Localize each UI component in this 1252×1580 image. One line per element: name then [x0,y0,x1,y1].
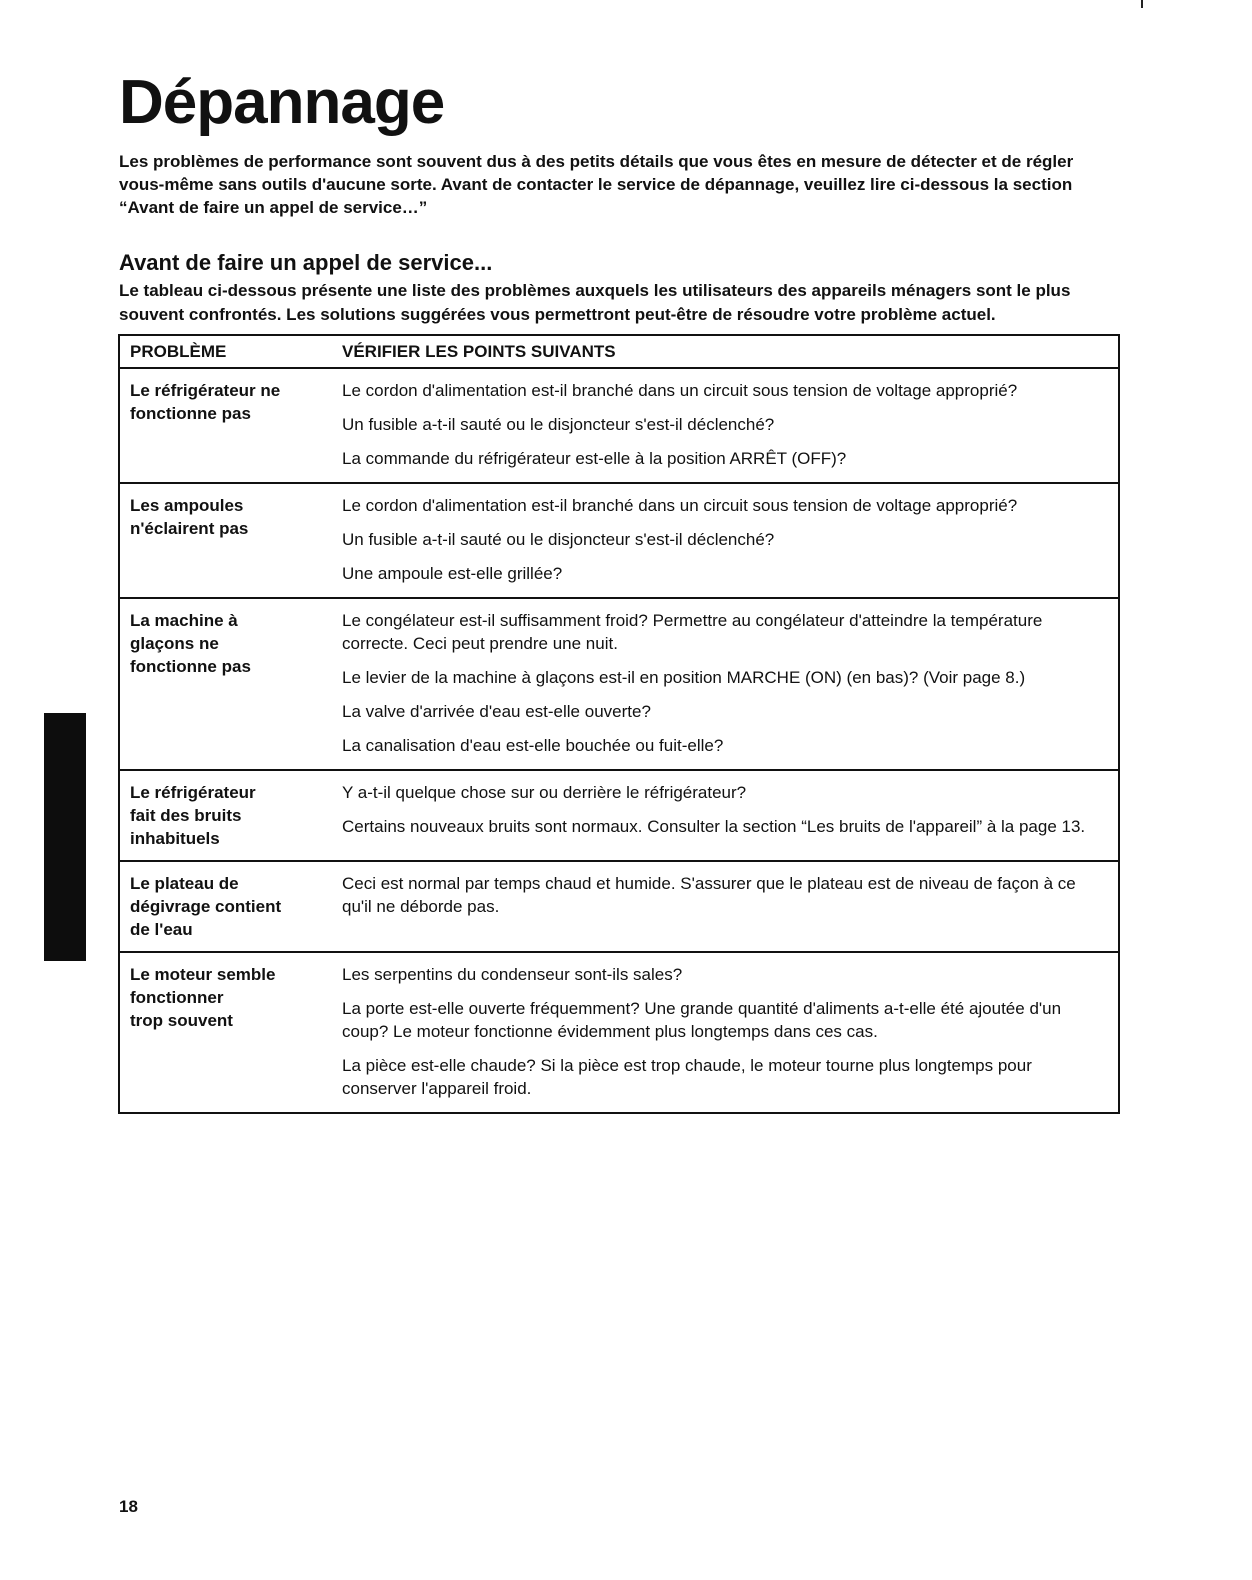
checks-cell [332,952,1119,1113]
check-item: La pièce est-elle chaude? Si la pièce est trop chaude, le moteur tourne plus longtemps pour conserver l'appareil froid. [342,1056,1032,1098]
header-checks: VÉRIFIER LES POINTS SUIVANTS [332,335,1119,368]
page-number: 18 [119,1497,138,1516]
checks-cell [332,483,1119,598]
checks-cell [332,598,1119,770]
table-row [119,598,1119,770]
table-row [119,368,1119,483]
check-item: Y a-t-il quelque chose sur ou derrière le réfrigérateur? [342,783,747,802]
checks-cell [332,368,1119,483]
problem-cell: Les ampoules n'éclairent pas [119,483,332,598]
check-item: La commande du réfrigérateur est-elle à la position ARRÊT (OFF)? [342,449,847,468]
page-title: Dépannage [119,68,445,137]
check-item: Le cordon d'alimentation est-il branché dans un circuit sous tension de voltage approprié? [342,381,1018,400]
check-item: Un fusible a-t-il sauté ou le disjoncteur s'est-il déclenché? [342,415,775,434]
table-body [119,368,1119,1113]
problem-cell: Le réfrigérateur ne fonctionne pas [119,368,332,483]
section-description: Le tableau ci-dessous présente une liste des problèmes auxquels les utilisateurs des appareils ménagers sont le plus souvent confrontés. Les solutions suggérées vous permettront peut-être de résoudre votre problème actuel. [119,281,1071,324]
problem-cell: Le moteur semble fonctionner trop souvent [119,952,332,1113]
check-item: Le levier de la machine à glaçons est-il en position MARCHE (ON) (en bas)? (Voir page 8.) [342,668,1026,687]
table-row [119,770,1119,861]
check-item: Le congélateur est-il suffisamment froid? Permettre au congélateur d'atteindre la température correcte. Ceci peut prendre une nuit. [342,611,1043,653]
table-row [119,861,1119,952]
checks-cell [332,861,1119,952]
check-item: Une ampoule est-elle grillée? [342,564,563,583]
check-item: La canalisation d'eau est-elle bouchée ou fuit-elle? [342,736,724,755]
section-tab-marker [44,713,86,961]
check-item: Certains nouveaux bruits sont normaux. Consulter la section “Les bruits de l'appareil” à la page 13. [342,817,1086,836]
table-row [119,483,1119,598]
header-problem: PROBLÈME [119,335,332,368]
check-item: La porte est-elle ouverte fréquemment? Une grande quantité d'aliments a-t-elle été ajoutée d'un coup? Le moteur fonctionne évidemment plus longtemps dans ces cas. [342,999,1062,1041]
check-item: Un fusible a-t-il sauté ou le disjoncteur s'est-il déclenché? [342,530,775,549]
checks-cell [332,770,1119,861]
problem-cell: Le plateau de dégivrage contient de l'eau [119,861,332,952]
check-item: Les serpentins du condenseur sont-ils sales? [342,965,683,984]
check-item: Le cordon d'alimentation est-il branché dans un circuit sous tension de voltage approprié? [342,496,1018,515]
table-header-row [119,335,1119,368]
table-row [119,952,1119,1113]
check-item: La valve d'arrivée d'eau est-elle ouverte? [342,702,651,721]
problem-cell: Le réfrigérateur fait des bruits inhabituels [119,770,332,861]
section-heading: Avant de faire un appel de service... [119,250,493,275]
check-item: Ceci est normal par temps chaud et humide. S'assurer que le plateau est de niveau de façon à ce qu'il ne déborde pas. [342,874,1076,916]
intro-paragraph: Les problèmes de performance sont souvent dus à des petits détails que vous êtes en mesure de détecter et de régler vous-même sans outils d'aucune sorte. Avant de contacter le service de dépannage, veuillez lire ci-dessous la section “Avant de faire un appel de service…” [119,152,1074,217]
troubleshooting-table [118,334,1120,1114]
problem-cell: La machine à glaçons ne fonctionne pas [119,598,332,770]
crop-mark [1141,0,1143,8]
